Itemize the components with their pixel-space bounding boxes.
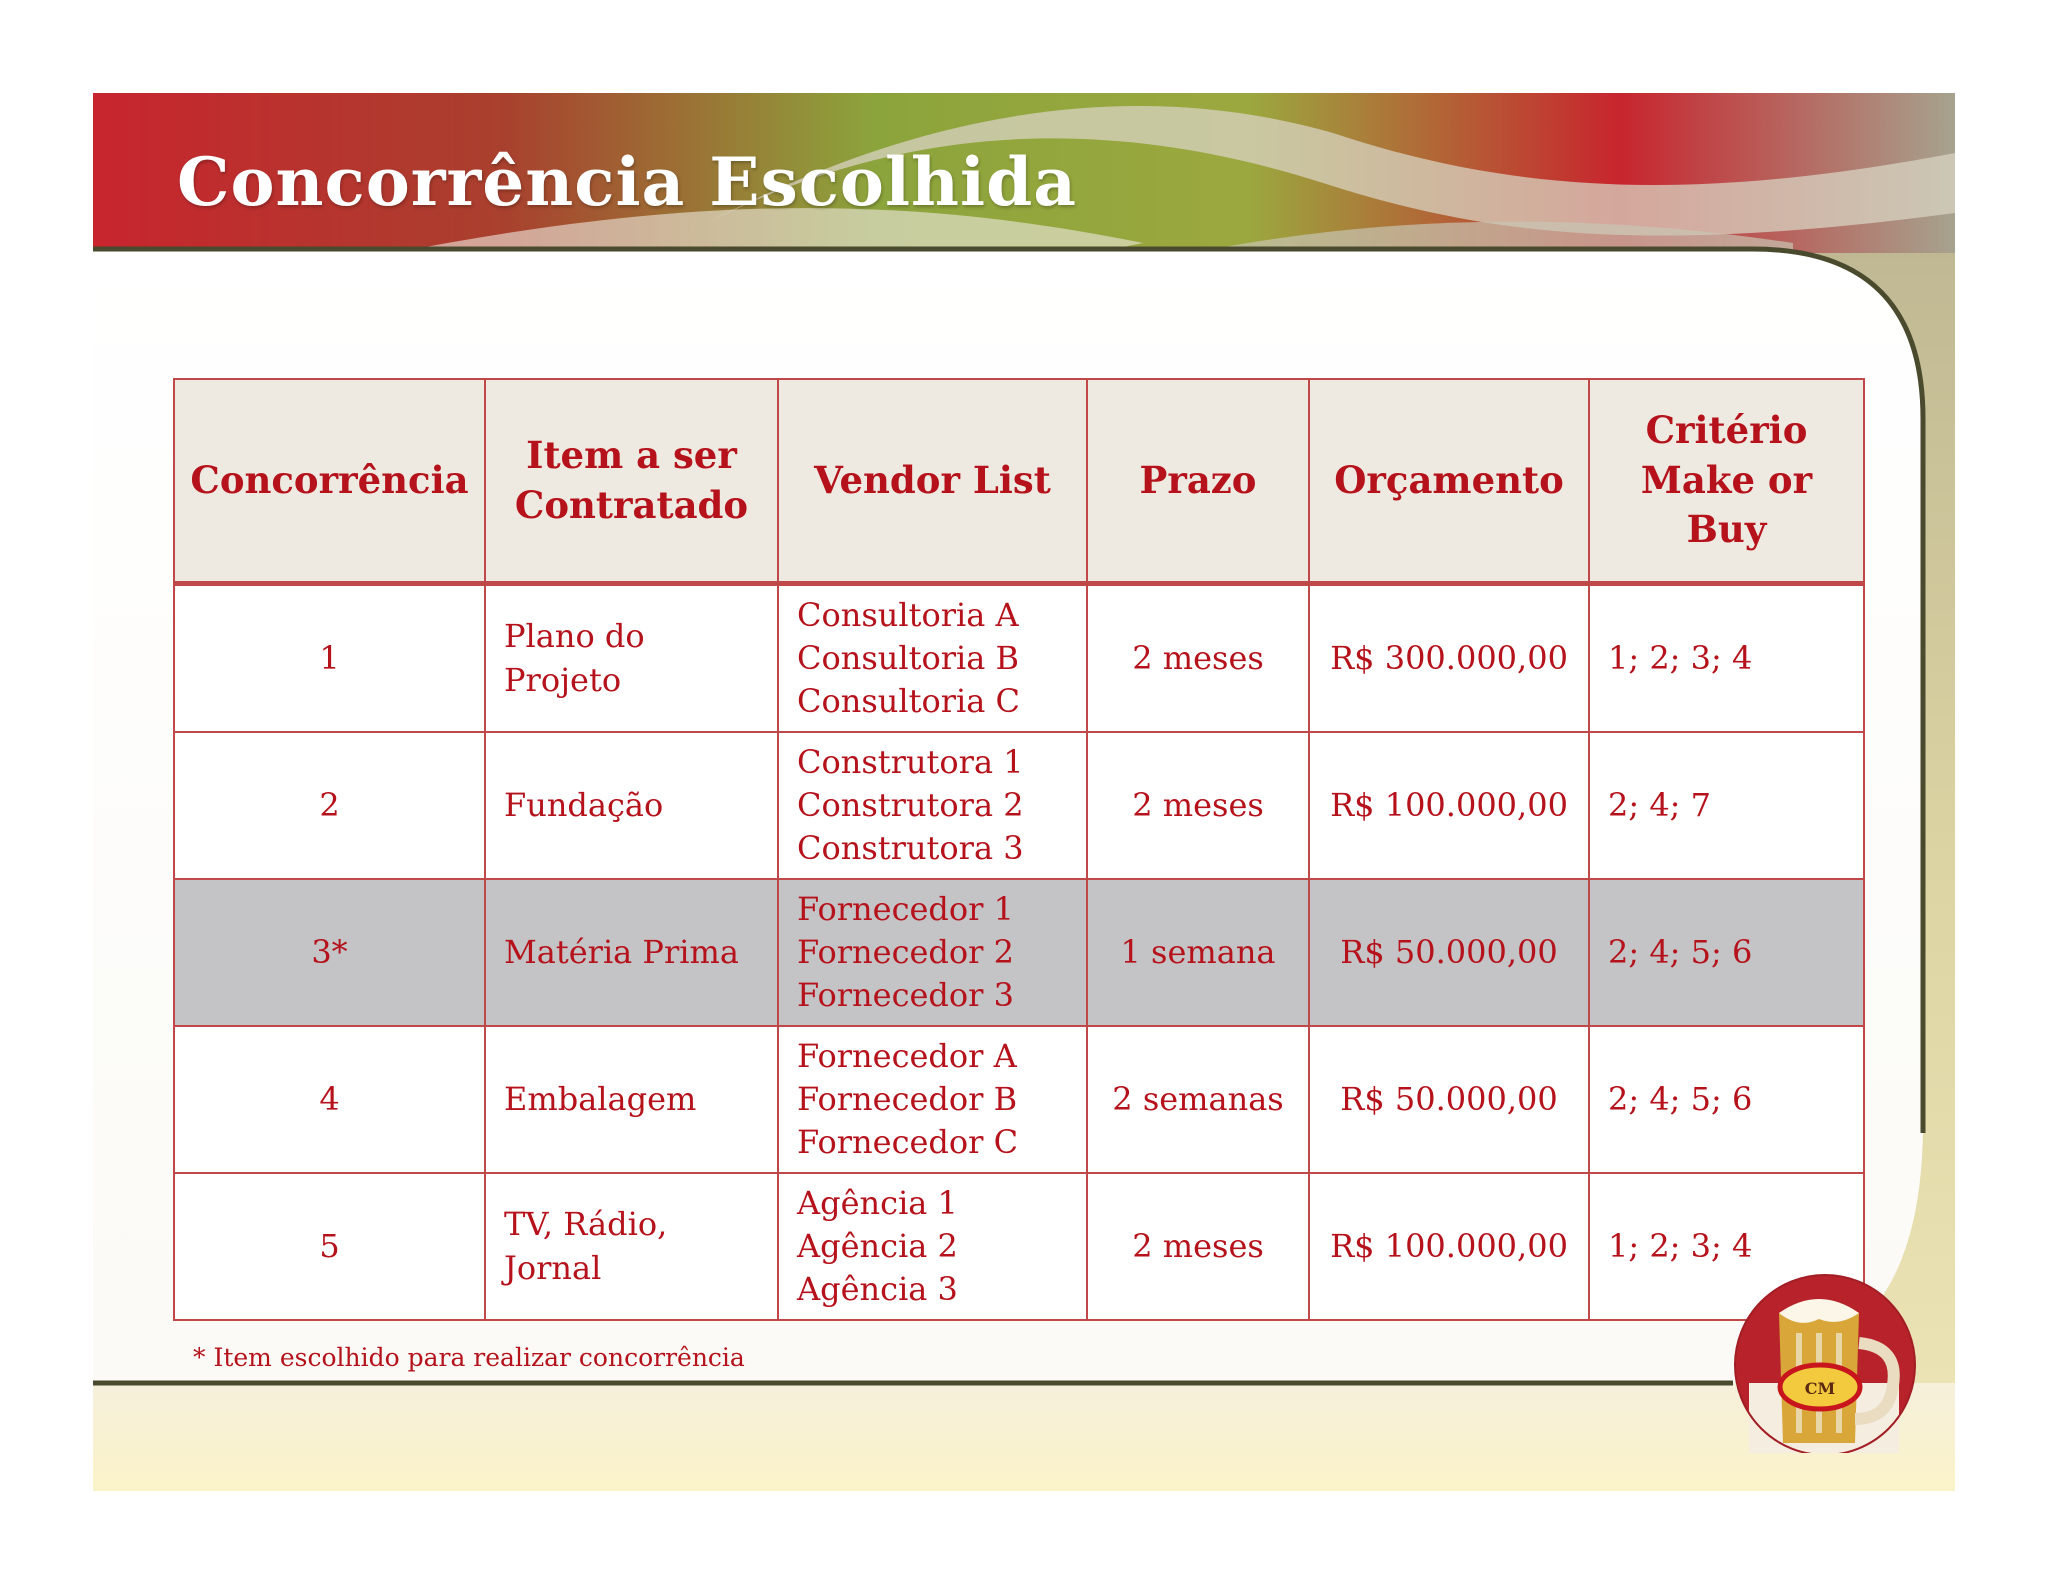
table-row	[174, 584, 1864, 733]
cell-item	[485, 1173, 778, 1320]
cell-prazo: 2 meses	[1087, 732, 1309, 879]
vendor-item: Agência 1	[797, 1183, 958, 1222]
cell-orcamento: R$ 50.000,00	[1309, 1026, 1589, 1173]
table-row-highlighted	[174, 879, 1864, 1026]
cell-vendor-list	[778, 584, 1087, 733]
vendor-item: Fornecedor C	[797, 1123, 1019, 1162]
cell-concorrencia: 1	[174, 584, 485, 733]
table-row	[174, 1026, 1864, 1173]
cell-orcamento: R$ 50.000,00	[1309, 879, 1589, 1026]
header-concorrencia: Concorrência	[174, 379, 485, 584]
cell-item	[485, 1026, 778, 1173]
vendor-item: Construtora 3	[797, 829, 1024, 868]
cell-item-line: Embalagem	[504, 1079, 697, 1118]
cell-item	[485, 879, 778, 1026]
header-item-line: Item a ser	[526, 432, 737, 477]
cell-prazo: 2 meses	[1087, 584, 1309, 733]
cell-concorrencia: 5	[174, 1173, 485, 1320]
slide-title: Concorrência Escolhida	[177, 143, 1077, 221]
header-item	[485, 379, 778, 584]
cell-item	[485, 584, 778, 733]
beer-mug-logo-icon	[1729, 1273, 1919, 1453]
cell-prazo: 2 meses	[1087, 1173, 1309, 1320]
vendor-item: Consultoria A	[797, 595, 1019, 634]
cell-item-line: Projeto	[504, 660, 622, 699]
cell-item-line: Matéria Prima	[504, 932, 739, 971]
concorrencia-table-wrapper	[173, 378, 1865, 1321]
cell-orcamento: R$ 100.000,00	[1309, 1173, 1589, 1320]
vendor-item: Construtora 2	[797, 785, 1024, 824]
header-vendor-list: Vendor List	[778, 379, 1087, 584]
cell-orcamento: R$ 100.000,00	[1309, 732, 1589, 879]
cell-concorrencia: 3*	[174, 879, 485, 1026]
header-criterio-line: Critério	[1645, 407, 1808, 452]
vendor-item: Fornecedor B	[797, 1079, 1018, 1118]
table-row	[174, 1173, 1864, 1320]
table-header-row	[174, 379, 1864, 584]
cell-criterio: 1; 2; 3; 4	[1589, 584, 1864, 733]
cell-vendor-list	[778, 1173, 1087, 1320]
logo-text: CM	[1804, 1379, 1836, 1398]
cell-vendor-list	[778, 732, 1087, 879]
header-orcamento: Orçamento	[1309, 379, 1589, 584]
cell-vendor-list	[778, 879, 1087, 1026]
vendor-item: Agência 3	[797, 1270, 958, 1309]
cell-criterio: 2; 4; 5; 6	[1589, 879, 1864, 1026]
cell-concorrencia: 2	[174, 732, 485, 879]
cell-criterio: 2; 4; 7	[1589, 732, 1864, 879]
header-criterio-line: Buy	[1686, 507, 1767, 552]
cell-item-line: Plano do	[504, 617, 645, 656]
cell-criterio: 2; 4; 5; 6	[1589, 1026, 1864, 1173]
cell-concorrencia: 4	[174, 1026, 485, 1173]
vendor-item: Consultoria C	[797, 682, 1021, 721]
cell-item-line: Fundação	[504, 785, 664, 824]
vendor-item: Consultoria B	[797, 638, 1020, 677]
concorrencia-table	[173, 378, 1865, 1321]
cell-prazo: 1 semana	[1087, 879, 1309, 1026]
cell-item-line: Jornal	[504, 1248, 602, 1287]
vendor-item: Fornecedor 2	[797, 932, 1014, 971]
cell-vendor-list	[778, 1026, 1087, 1173]
cell-orcamento: R$ 300.000,00	[1309, 584, 1589, 733]
header-item-line: Contratado	[514, 482, 749, 527]
vendor-item: Construtora 1	[797, 742, 1024, 781]
footnote: * Item escolhido para realizar concorrência	[193, 1343, 745, 1372]
slide	[93, 93, 1955, 1491]
cell-item	[485, 732, 778, 879]
cell-criterio: 1; 2; 3; 4	[1589, 1173, 1864, 1320]
table-row	[174, 732, 1864, 879]
header-criterio-line: Make or	[1640, 457, 1813, 502]
vendor-item: Agência 2	[797, 1226, 958, 1265]
vendor-item: Fornecedor A	[797, 1036, 1017, 1075]
header-criterio	[1589, 379, 1864, 584]
header-prazo: Prazo	[1087, 379, 1309, 584]
cell-prazo: 2 semanas	[1087, 1026, 1309, 1173]
vendor-item: Fornecedor 3	[797, 976, 1014, 1015]
vendor-item: Fornecedor 1	[797, 889, 1014, 928]
cell-item-line: TV, Rádio,	[504, 1205, 668, 1244]
